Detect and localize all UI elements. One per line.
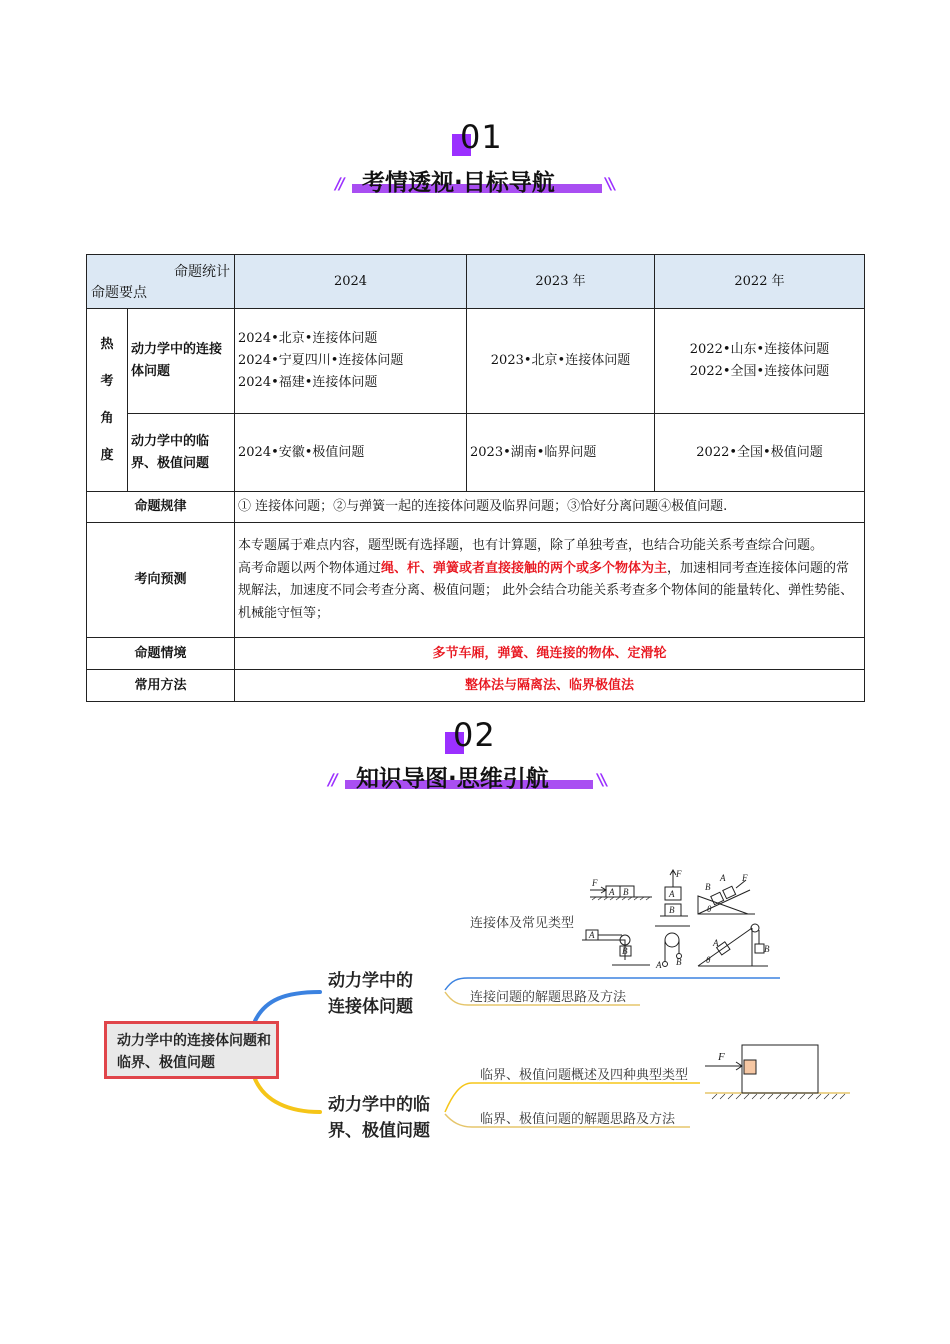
label-b: B <box>705 882 711 892</box>
exam-item: 2024•北京•连接体问题 <box>238 331 378 346</box>
forecast-p2-post: ，加速相同考查连接体问题的常规解法，加速度不同会考查分离、极值问题； 此外会结合功能关系考查多个物体间的能量转化、弹性势能、机械能守恒等； <box>238 560 854 621</box>
mindmap-leaf-critical-types: 临界、极值问题概述及四种典型类型 <box>480 1068 689 1083</box>
decor-slashes-right: \\ <box>603 174 615 193</box>
ground-hatch <box>712 1094 845 1099</box>
label-b: B <box>764 944 770 954</box>
row-label-connected: 动力学中的连接体问题 <box>128 309 235 414</box>
label-a: A <box>713 938 719 948</box>
exam-item: 2024•宁夏四川•连接体问题 <box>238 353 404 368</box>
section-number: 01 <box>460 118 503 156</box>
label-a: A <box>589 930 595 940</box>
corner-top-label: 命题统计 <box>174 264 230 280</box>
label-theta: θ <box>706 955 711 965</box>
decor-slashes-left: // <box>333 174 345 193</box>
rule-label: 命题规律 <box>87 492 235 523</box>
section-title: 知识导图·思维引航 <box>356 766 549 792</box>
mindmap-branch-critical: 动力学中的临界、极值问题 <box>328 1095 430 1141</box>
exam-item: 2023•北京•连接体问题 <box>490 353 631 368</box>
section-number: 02 <box>453 716 496 754</box>
mindmap-branch-connected: 动力学中的连接体问题 <box>328 971 413 1017</box>
label-f: F <box>592 878 598 888</box>
cell-2024-critical: 2024•安徽•极值问题 <box>235 414 467 492</box>
exam-item: 2024•福建•连接体问题 <box>238 375 378 390</box>
method-label: 常用方法 <box>87 670 235 702</box>
hot-char: 角 <box>100 410 114 426</box>
hot-char: 考 <box>100 373 114 389</box>
label-b: B <box>622 946 628 956</box>
exam-item: 2022•全国•连接体问题 <box>689 364 830 379</box>
decor-slashes-right: \\ <box>595 770 607 789</box>
section-title: 考情透视·目标导航 <box>362 170 555 196</box>
mindmap-root: 动力学中的连接体问题和临界、极值问题 <box>104 1021 279 1079</box>
forecast-p2-highlight: 绳、杆、弹簧或者直接接触的两个或多个物体为主 <box>381 560 668 576</box>
cell-2022-critical: 2022•全国•极值问题 <box>655 414 865 492</box>
header-2024: 2024 <box>235 255 467 309</box>
label-b: B <box>623 887 629 897</box>
row-label-critical: 动力学中的临界、极值问题 <box>128 414 235 492</box>
mindmap-leaf-types: 连接体及常见类型 <box>470 916 575 931</box>
label-f: F <box>676 869 682 879</box>
corner-bottom-label: 命题要点 <box>91 285 147 301</box>
label-a: A <box>656 960 662 970</box>
label-theta: θ <box>707 904 712 914</box>
cell-2023-critical: 2023•湖南•临界问题 <box>467 414 655 492</box>
forecast-paragraph-1: 本专题属于难点内容，题型既有选择题，也有计算题，除了单独考查，也结合功能关系考查综合问题。 <box>238 538 824 553</box>
scenario-text: 多节车厢，弹簧、绳连接的物体、定滑轮 <box>235 638 865 670</box>
method-text: 整体法与隔离法、临界极值法 <box>235 670 865 702</box>
decor-slashes-left: // <box>326 770 338 789</box>
header-2022: 2022 年 <box>655 255 865 309</box>
small-block <box>744 1060 756 1074</box>
label-b: B <box>669 905 675 915</box>
label-a: A <box>609 887 615 897</box>
forecast-p2-pre: 高考命题以两个物体通过 <box>238 560 382 576</box>
hot-char: 度 <box>100 447 114 463</box>
forecast-label: 考向预测 <box>87 523 235 638</box>
label-f: F <box>718 1051 725 1063</box>
hot-char: 热 <box>100 336 114 352</box>
label-a: A <box>669 889 675 899</box>
header-2023: 2023 年 <box>467 255 655 309</box>
mindmap-leaf-connected-methods: 连接问题的解题思路及方法 <box>470 990 627 1005</box>
label-f: F <box>742 873 748 883</box>
scenario-label: 命题情境 <box>87 638 235 670</box>
mindmap-leaf-critical-methods: 临界、极值问题的解题思路及方法 <box>480 1112 676 1127</box>
label-b: B <box>676 957 682 967</box>
label-a: A <box>720 873 726 883</box>
exam-item: 2022•山东•连接体问题 <box>689 342 830 357</box>
rule-text: ① 连接体问题；②与弹簧一起的连接体问题及临界问题；③恰好分离问题④极值问题. <box>235 492 865 523</box>
